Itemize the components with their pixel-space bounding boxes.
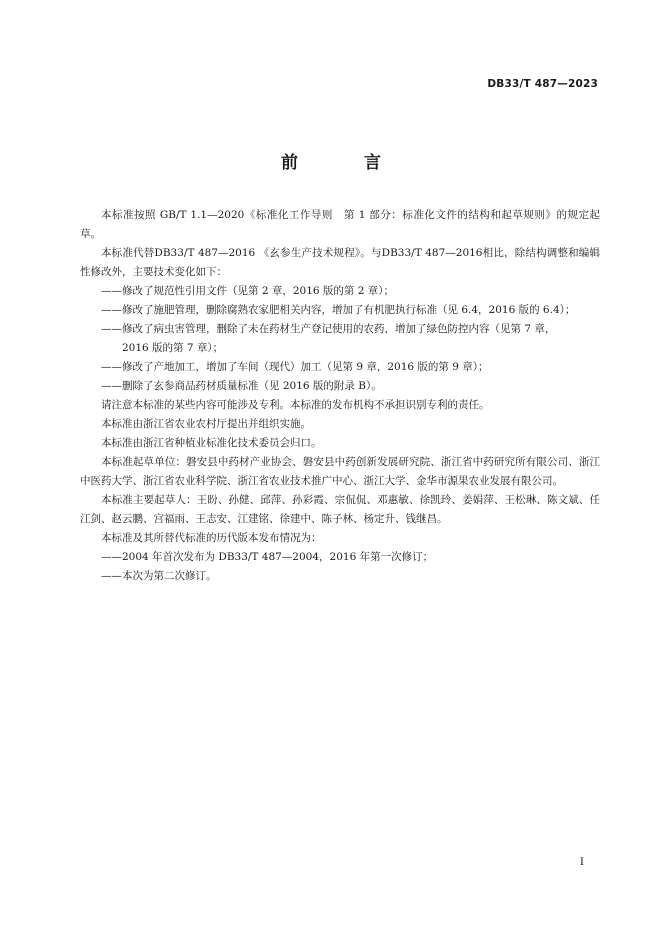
history-item: ——2004 年首次发布为 DB33/T 487—2004，2016 年第一次修订； — [101, 551, 434, 563]
page-title: 前 言 — [281, 153, 411, 173]
change-item: ——修改了规范性引用文件（见第 2 章，2016 版的第 2 章）； — [101, 285, 395, 297]
paragraph-standard-basis: 本标准按照 GB/T 1.1—2020《标准化工作导则 第 1 部分：标准化文件的结构和起草规则》的规定起草。 — [80, 209, 600, 240]
paragraph-replacement: 本标准代替DB33/T 487—2016 《玄参生产技术规程》。与DB33/T 487—2016相比，除结构调整和编辑性修改外，主要技术变化如下： — [80, 247, 600, 278]
paragraph-drafting-units: 本标准起草单位：磐安县中药材产业协会、磐安县中药创新发展研究院、浙江省中药研究所有限公司、浙江中医药大学、浙江省农业科学院、浙江省农业技术推广中心、浙江大学、金华市源果农业发展有限公司。 — [80, 456, 600, 487]
change-item: ——修改了产地加工，增加了车间（现代）加工（见第 9 章，2016 版的第 9 章）； — [101, 361, 489, 373]
paragraph-patent-notice: 请注意本标准的某些内容可能涉及专利。本标准的发布机构不承担识别专利的责任。 — [101, 399, 490, 411]
document-id: DB33/T 487—2023 — [487, 78, 598, 90]
change-item: ——删除了玄参商品药材质量标准（见 2016 版的附录 B）。 — [101, 380, 382, 392]
paragraph-proposer: 本标准由浙江省农业农村厅提出并组织实施。 — [101, 418, 311, 430]
foreword-body — [80, 206, 600, 586]
page-number: I — [579, 856, 584, 868]
paragraph-history-intro: 本标准及其所替代标准的历代版本发布情况为： — [101, 532, 322, 544]
history-item: ——本次为第二次修订。 — [101, 570, 217, 582]
change-item: ——修改了病虫害管理，删除了未在药材生产登记使用的农药，增加了绿色防控内容（见第 7 章， — [101, 323, 556, 335]
change-item: ——修改了施肥管理，删除腐熟农家肥相关内容，增加了有机肥执行标准（见 6.4，2016 版的 6.4）； — [101, 304, 576, 316]
paragraph-committee: 本标准由浙江省种植业标准化技术委员会归口。 — [101, 437, 322, 449]
paragraph-drafters: 本标准主要起草人：王盼、孙健、邱萍、孙彩霞、宗侃侃、邓惠敏、徐凯玲、姜娟萍、王松琳、陈文斌、任江剑、赵云鹏、宫福雨、王志安、江建铭、徐建中、陈子林、杨定升、钱继昌。 — [80, 494, 600, 525]
change-item-continuation: 2016 版的第 7 章）； — [122, 342, 224, 354]
